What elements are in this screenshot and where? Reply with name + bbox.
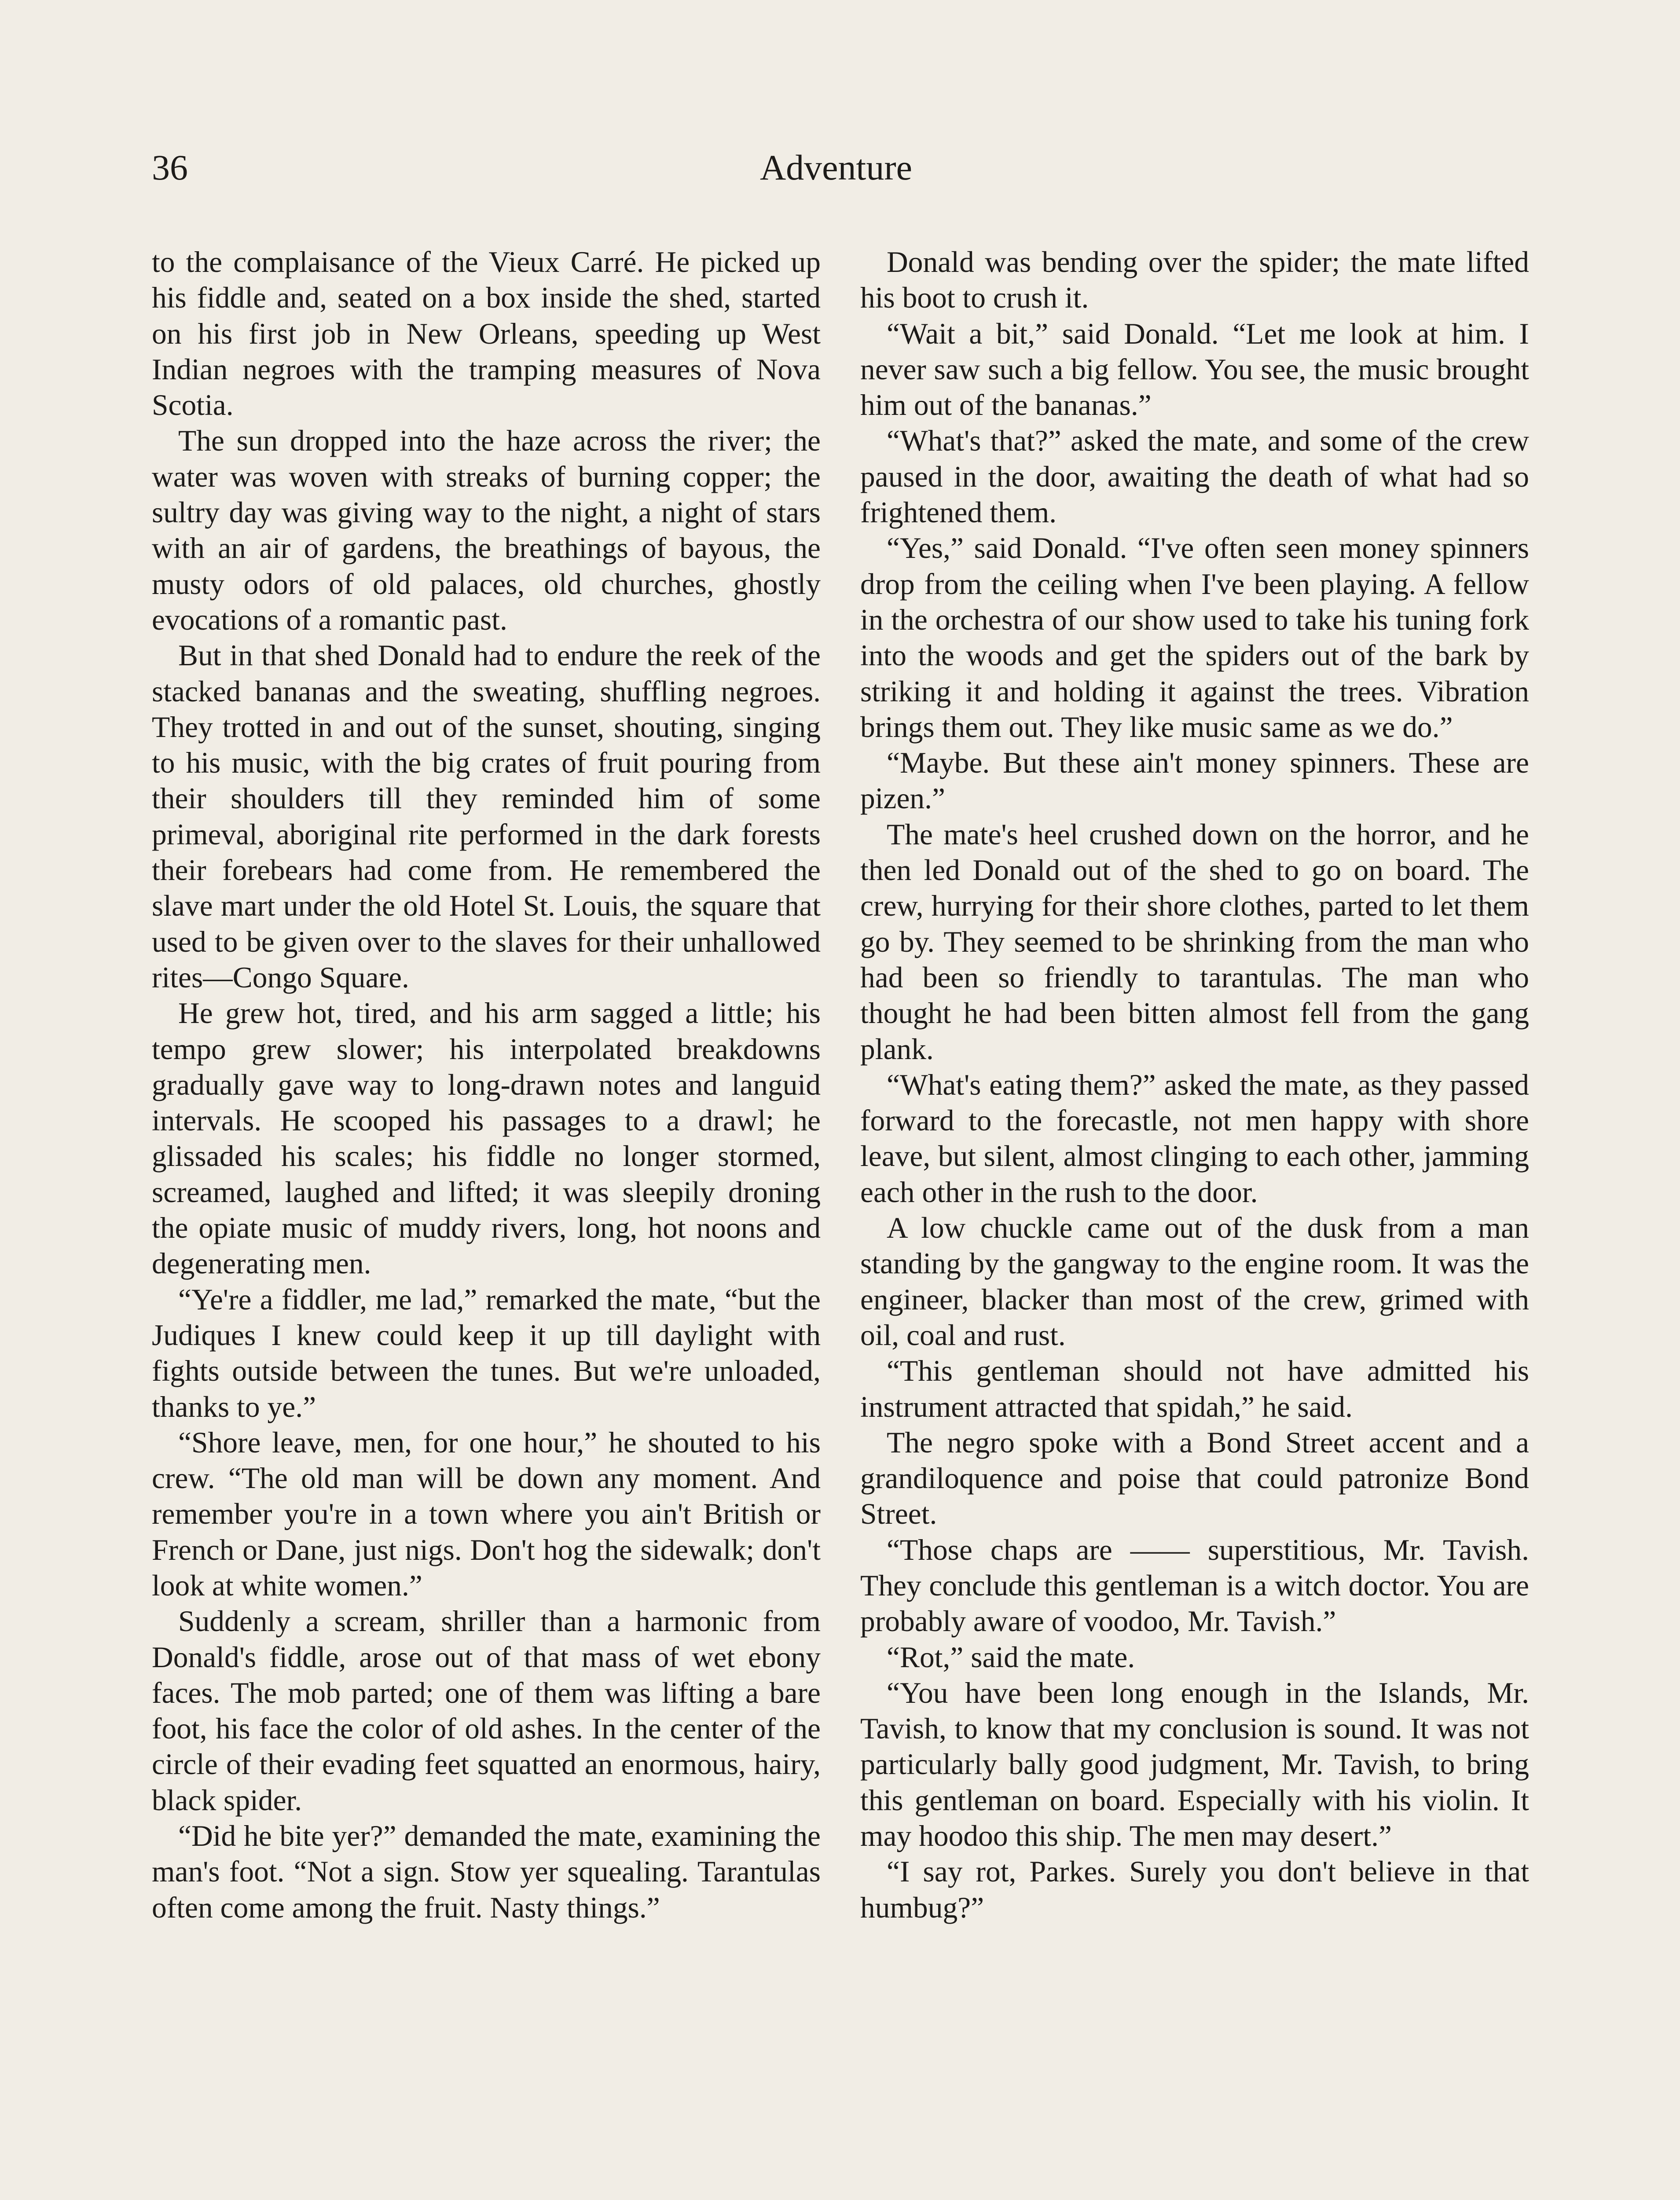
paragraph: “Ye're a fiddler, me lad,” remarked the mate, “but the Judiques I knew could keep it up till daylight with fights outside between the tunes. But we're unloaded, thanks to ye.” bbox=[152, 1283, 821, 1423]
paragraph: The sun dropped into the haze across the river; the water was woven with streaks of burning copper; the sultry day was giving way to the night, a night of stars with an air of gardens, the breathings of bayous, the musty odors of old palaces, old churches, ghostly evocations of a romantic past. bbox=[152, 424, 821, 636]
left-column bbox=[152, 244, 821, 1925]
paragraph: Donald was bending over the spider; the mate lifted his boot to crush it. bbox=[860, 246, 1529, 315]
paragraph: A low chuckle came out of the dusk from a man standing by the gangway to the engine room. It was the engineer, blacker than most of the crew, grimed with oil, coal and rust. bbox=[860, 1211, 1529, 1352]
paragraph: “Yes,” said Donald. “I've often seen money spinners drop from the ceiling when I've been playing. A fellow in the orchestra of our show used to take his tuning fork into the woods and get the spiders out of the bark by striking it and holding it against the trees. Vibration brings them out. They like music same as we do.” bbox=[860, 532, 1529, 744]
paragraph: The negro spoke with a Bond Street accent and a grandiloquence and poise that could patronize Bond Street. bbox=[860, 1426, 1529, 1531]
right-column bbox=[860, 244, 1529, 1925]
paragraph: “Wait a bit,” said Donald. “Let me look at him. I never saw such a big fellow. You see, the music brought him out of the bananas.” bbox=[860, 317, 1529, 422]
paragraph: “What's that?” asked the mate, and some of the crew paused in the door, awaiting the death of what had so frightened them. bbox=[860, 424, 1529, 529]
paragraph: Suddenly a scream, shriller than a harmonic from Donald's fiddle, arose out of that mass of wet ebony faces. The mob parted; one of them was lifting a bare foot, his face the color of old ashes. In the center of the circle of their evading feet squatted an enormous, hairy, black spider. bbox=[152, 1605, 821, 1817]
paragraph: “Those chaps are —— superstitious, Mr. Tavish. They conclude this gentleman is a witch doctor. You are probably aware of voodoo, Mr. Tavish.” bbox=[860, 1533, 1529, 1638]
paragraph: “This gentleman should not have admitted his instrument attracted that spidah,” he said. bbox=[860, 1354, 1529, 1423]
paragraph: “I say rot, Parkes. Surely you don't believe in that humbug?” bbox=[860, 1855, 1529, 1924]
paragraph: “Shore leave, men, for one hour,” he shouted to his crew. “The old man will be down any moment. And remember you're in a town where you ain't British or French or Dane, just nigs. Don't hog the sidewalk; don't look at white women.” bbox=[152, 1426, 821, 1602]
paragraph: “You have been long enough in the Islands, Mr. Tavish, to know that my conclusion is sound. It was not particularly bally good judgment, Mr. Tavish, to bring this gentleman on board. Especially with his violin. It may hoodoo this ship. The men may desert.” bbox=[860, 1676, 1529, 1853]
running-title: Adventure bbox=[759, 147, 913, 187]
page-number: 36 bbox=[152, 147, 188, 187]
paragraph: “What's eating them?” asked the mate, as they passed forward to the forecastle, not men happy with shore leave, but silent, almost clinging to each other, jamming each other in the rush to the door. bbox=[860, 1068, 1529, 1209]
paragraph: The mate's heel crushed down on the horror, and he then led Donald out of the shed to go on board. The crew, hurrying for their shore clothes, parted to let them go by. They seemed to be shrinking from the man who had been so friendly to tarantulas. The man who thought he had been bitten almost fell from the gang plank. bbox=[860, 818, 1529, 1066]
paragraph: He grew hot, tired, and his arm sagged a little; his tempo grew slower; his interpolated breakdowns gradually gave way to long-drawn notes and languid intervals. He scooped his passages to a drawl; he glissaded his scales; his fiddle no longer stormed, screamed, laughed and lifted; it was sleepily droning the opiate music of muddy rivers, long, hot noons and degenerating men. bbox=[152, 997, 821, 1280]
paragraph: to the complaisance of the Vieux Carré. He picked up his fiddle and, seated on a box inside the shed, started on his first job in New Orleans, speeding up West Indian negroes with the tramping measures of Nova Scotia. bbox=[152, 246, 821, 422]
paragraph: But in that shed Donald had to endure the reek of the stacked bananas and the sweating, shuffling negroes. They trotted in and out of the sunset, shouting, singing to his music, with the big crates of fruit pouring from their shoulders till they reminded him of some primeval, aboriginal rite performed in the dark forests their forebears had come from. He remembered the slave mart under the old Hotel St. Louis, the square that used to be given over to the slaves for their unhallowed rites—Congo Square. bbox=[152, 639, 821, 994]
paragraph: “Did he bite yer?” demanded the mate, examining the man's foot. “Not a sign. Stow yer squealing. Tarantulas often come among the fruit. Nasty things.” bbox=[152, 1819, 821, 1924]
paragraph: “Rot,” said the mate. bbox=[887, 1640, 1135, 1674]
paragraph: “Maybe. But these ain't money spinners. These are pizen.” bbox=[860, 746, 1529, 815]
